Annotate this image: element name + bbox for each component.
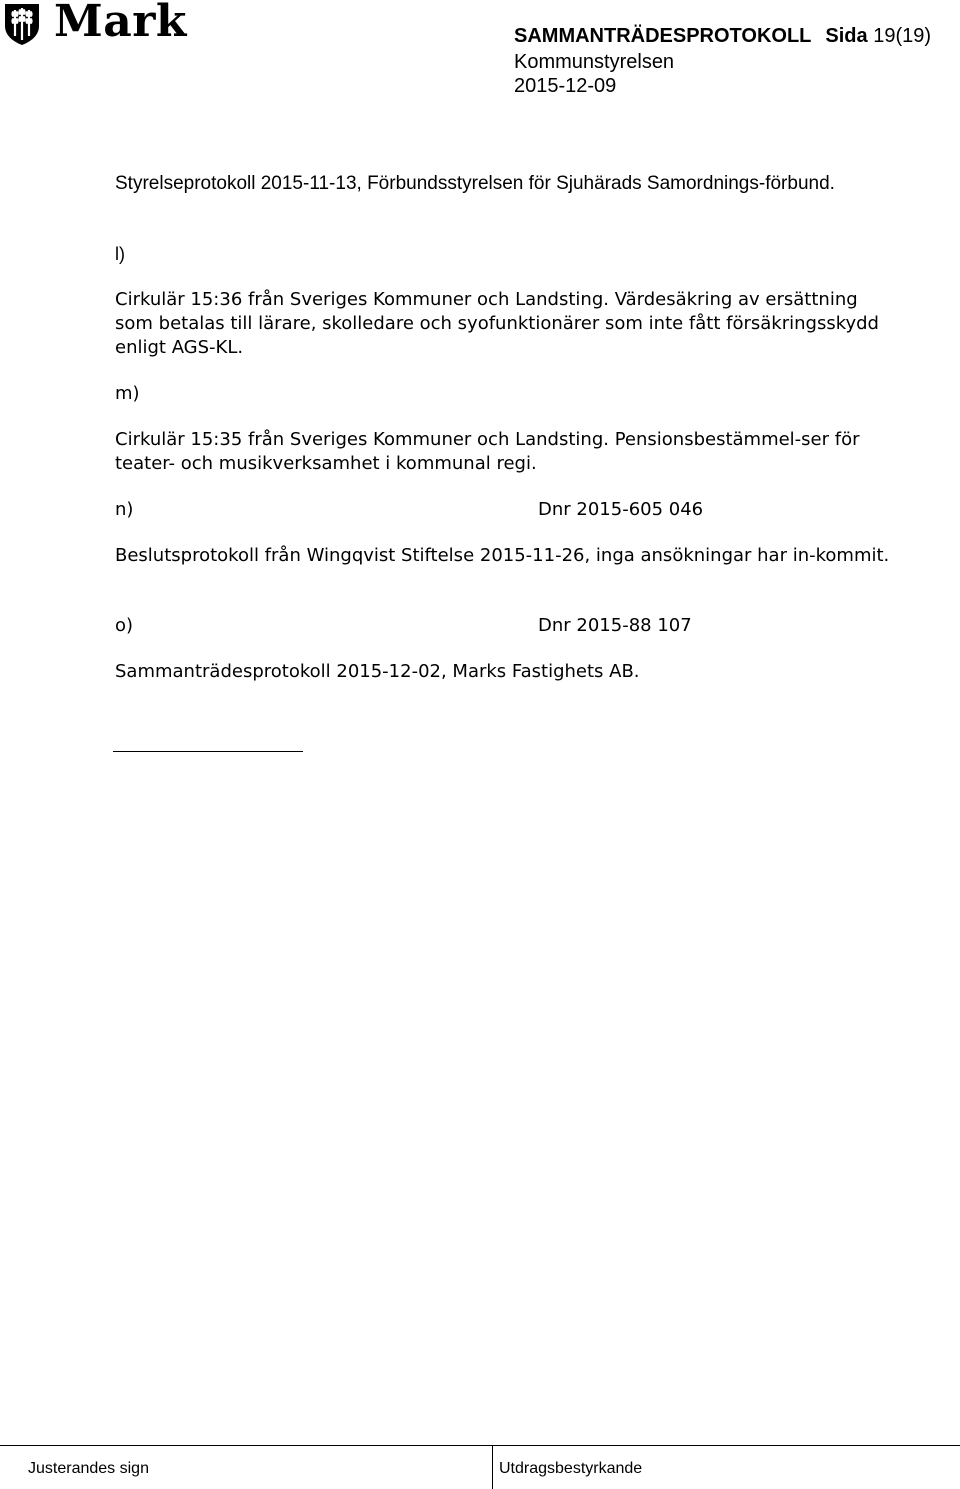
meeting-date: 2015-12-09 bbox=[514, 75, 617, 97]
footer-divider bbox=[0, 1445, 960, 1446]
item-o-text: Sammanträdesprotokoll 2015-12-02, Marks Fastighets AB. bbox=[115, 661, 640, 682]
item-o-label: o) bbox=[115, 615, 134, 636]
footer-utdragsbestyrkande: Utdragsbestyrkande bbox=[499, 1460, 643, 1477]
protocol-title: SAMMANTRÄDESPROTOKOLL bbox=[514, 25, 812, 47]
logo-wordmark: Mark bbox=[54, 0, 187, 47]
footer-justerandes-sign: Justerandes sign bbox=[28, 1460, 149, 1477]
item-o-dnr: Dnr 2015-88 107 bbox=[538, 615, 692, 636]
item-m-label: m) bbox=[115, 383, 140, 404]
end-rule bbox=[113, 751, 303, 752]
item-m-text: Cirkulär 15:35 från Sveriges Kommuner och Landsting. Pensionsbestämmel-ser för teater- och musikverksamhet i kommunal regi. bbox=[115, 429, 860, 474]
item-n-text: Beslutsprotokoll från Wingqvist Stiftelse 2015-11-26, inga ansökningar har in-kommit. bbox=[115, 545, 890, 566]
municipal-shield-logo bbox=[3, 2, 41, 46]
item-l-text: Cirkulär 15:36 från Sveriges Kommuner och Landsting. Värdesäkring av ersättning som betalas till lärare, skolledare och syofunktionärer som inte fått försäkringsskydd enligt AGS-KL. bbox=[115, 289, 879, 358]
committee-name: Kommunstyrelsen bbox=[514, 51, 675, 73]
item-n-label: n) bbox=[115, 499, 134, 520]
item-k-text: Styrelseprotokoll 2015-11-13, Förbundsstyrelsen för Sjuhärads Samordnings-förbund. bbox=[115, 173, 835, 194]
item-n-dnr: Dnr 2015-605 046 bbox=[538, 499, 704, 520]
page-number: 19(19) bbox=[873, 25, 932, 47]
page-label: Sida bbox=[825, 25, 868, 47]
document-title bbox=[514, 24, 931, 48]
footer-column-divider bbox=[492, 1445, 493, 1489]
item-l-label: l) bbox=[115, 244, 125, 264]
